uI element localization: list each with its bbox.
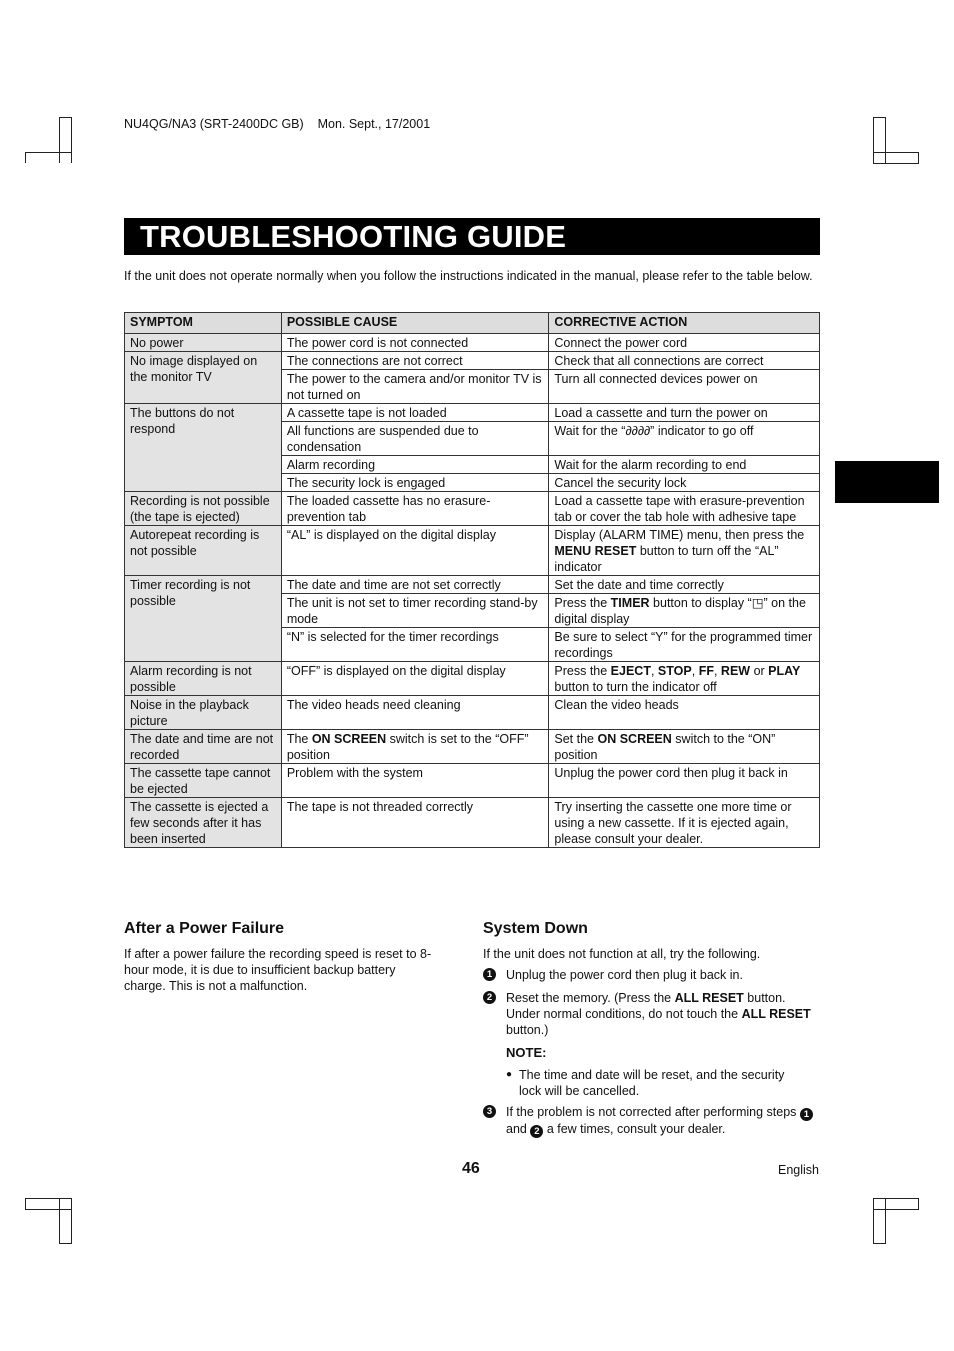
cause-cell: Alarm recording <box>281 456 549 474</box>
cause-cell: All functions are suspended due to condensation <box>281 422 549 456</box>
step-number-3-icon: 3 <box>483 1105 496 1118</box>
action-text: Set the <box>554 732 598 746</box>
cause-cell: Problem with the system <box>281 764 549 798</box>
page-number: 46 <box>462 1160 480 1177</box>
table-row <box>125 526 820 576</box>
symptom-cell: Timer recording is not possible <box>125 576 282 662</box>
note-item <box>506 1067 806 1099</box>
timer-label: TIMER <box>610 596 650 610</box>
section-tab-marker <box>835 461 939 503</box>
action-text: button to turn off the “AL” indicator <box>554 544 779 574</box>
ff-label: FF <box>698 664 714 678</box>
step-3-part: a few times, consult your dealer. <box>543 1122 726 1136</box>
separator: , <box>650 664 658 678</box>
action-cell: Be sure to select “Y” for the programmed timer recordings <box>549 628 820 662</box>
cause-cell: “AL” is displayed on the digital display <box>281 526 549 576</box>
symptom-cell: The buttons do not respond <box>125 404 282 492</box>
step-2-part: button. Under normal conditions, do not touch the <box>506 991 786 1021</box>
power-failure-text: If after a power failure the recording speed is reset to 8-hour mode, it is due to insufficient backup battery charge. This is not a malfunction. <box>124 947 432 993</box>
action-cell: Clean the video heads <box>549 696 820 730</box>
action-cell: Cancel the security lock <box>549 474 820 492</box>
action-text: switch to the “ON” position <box>554 732 776 762</box>
action-text: Display (ALARM TIME) menu, then press the <box>554 528 805 542</box>
cause-text: The <box>286 732 312 746</box>
troubleshooting-table <box>124 312 820 848</box>
symptom-cell: No power <box>125 334 282 352</box>
crop-mark-top-left-vertical <box>59 117 72 163</box>
step-3 <box>483 1104 813 1138</box>
action-cell: Check that all connections are correct <box>549 352 820 370</box>
step-1 <box>483 967 813 983</box>
action-cell: Set the date and time correctly <box>549 576 820 594</box>
header-corrective-action: CORRECTIVE ACTION <box>549 313 820 334</box>
symptom-cell: Recording is not possible (the tape is ejected) <box>125 492 282 526</box>
step-number-1-icon: 1 <box>483 968 496 981</box>
action-cell <box>549 526 820 576</box>
cause-cell: The security lock is engaged <box>281 474 549 492</box>
crop-mark-bottom-left-vertical <box>59 1198 72 1244</box>
symptom-cell: No image displayed on the monitor TV <box>125 352 282 404</box>
action-text: button to turn the indicator off <box>554 680 717 694</box>
action-cell: Load a cassette and turn the power on <box>549 404 820 422</box>
document-code-line: NU4QG/NA3 (SRT-2400DC GB) Mon. Sept., 17/2001 <box>124 117 431 131</box>
eject-label: EJECT <box>610 664 651 678</box>
step-3-part: If the problem is not corrected after performing steps <box>506 1105 800 1119</box>
separator: , <box>713 664 721 678</box>
table-row <box>125 730 820 764</box>
action-cell <box>549 730 820 764</box>
symptom-cell: The cassette is ejected a few seconds after it has been inserted <box>125 798 282 848</box>
crop-mark-bottom-right-vertical <box>873 1198 886 1244</box>
cause-cell: The unit is not set to timer recording stand-by mode <box>281 594 549 628</box>
intro-paragraph: If the unit does not operate normally when you follow the instructions indicated in the manual, please refer to the table below. <box>124 269 813 283</box>
bullet-icon: ● <box>506 1069 513 1080</box>
step-2-text <box>506 990 813 1038</box>
action-text: button to display “◳” on the digital display <box>554 596 806 626</box>
header-possible-cause: POSSIBLE CAUSE <box>281 313 549 334</box>
action-cell: Connect the power cord <box>549 334 820 352</box>
language-label: English <box>778 1163 819 1177</box>
crop-mark-top-right-vertical <box>873 117 886 163</box>
separator: , <box>691 664 699 678</box>
action-cell: Wait for the “∂∂∂∂” indicator to go off <box>549 422 820 456</box>
symptom-cell: Alarm recording is not possible <box>125 662 282 696</box>
symptom-cell: Autorepeat recording is not possible <box>125 526 282 576</box>
step-number-2-icon: 2 <box>483 991 496 1004</box>
action-cell: Unplug the power cord then plug it back in <box>549 764 820 798</box>
table-row <box>125 404 820 422</box>
play-label: PLAY <box>768 664 801 678</box>
step-1-text: Unplug the power cord then plug it back in. <box>506 968 743 982</box>
rew-label: REW <box>720 664 751 678</box>
cause-text: switch is set to the “OFF” position <box>286 732 529 762</box>
table-row <box>125 696 820 730</box>
action-text: Press the <box>554 664 611 678</box>
cause-cell: The video heads need cleaning <box>281 696 549 730</box>
cause-cell: The date and time are not set correctly <box>281 576 549 594</box>
step-2 <box>483 990 813 1038</box>
separator: or <box>750 664 769 678</box>
table-row <box>125 764 820 798</box>
table-header-row <box>125 313 820 334</box>
action-cell: Turn all connected devices power on <box>549 370 820 404</box>
power-failure-heading: After a Power Failure <box>124 920 285 937</box>
action-cell <box>549 662 820 696</box>
action-cell: Try inserting the cassette one more time or using a new cassette. If it is ejected again, please consult your dealer. <box>549 798 820 848</box>
system-down-intro: If the unit does not function at all, try the following. <box>483 947 761 961</box>
step-number-2-icon: 2 <box>530 1125 543 1138</box>
step-number-1-icon: 1 <box>800 1108 813 1121</box>
step-3-part: and <box>506 1122 531 1136</box>
header-symptom: SYMPTOM <box>125 313 282 334</box>
symptom-cell: Noise in the playback picture <box>125 696 282 730</box>
action-cell <box>549 594 820 628</box>
cause-cell: The loaded cassette has no erasure-prevention tab <box>281 492 549 526</box>
cause-cell: A cassette tape is not loaded <box>281 404 549 422</box>
table-row <box>125 576 820 594</box>
step-2-part: Reset the memory. (Press the <box>506 991 675 1005</box>
symptom-cell: The cassette tape cannot be ejected <box>125 764 282 798</box>
note-label: NOTE: <box>506 1045 547 1060</box>
on-screen-label: ON SCREEN <box>311 732 387 746</box>
table-row <box>125 334 820 352</box>
cause-cell: “OFF” is displayed on the digital display <box>281 662 549 696</box>
table-row <box>125 798 820 848</box>
action-cell: Wait for the alarm recording to end <box>549 456 820 474</box>
cause-cell: The power cord is not connected <box>281 334 549 352</box>
menu-reset-label: MENU RESET <box>554 544 637 558</box>
action-text: Press the <box>554 596 611 610</box>
page-title: TROUBLESHOOTING GUIDE <box>124 218 820 255</box>
action-cell: Load a cassette tape with erasure-prevention tab or cover the tab hole with adhesive tape <box>549 492 820 526</box>
cause-cell: The tape is not threaded correctly <box>281 798 549 848</box>
on-screen-label: ON SCREEN <box>597 732 672 746</box>
cause-cell: “N” is selected for the timer recordings <box>281 628 549 662</box>
symptom-cell: The date and time are not recorded <box>125 730 282 764</box>
stop-label: STOP <box>657 664 692 678</box>
table-row <box>125 352 820 370</box>
cause-cell: The power to the camera and/or monitor TV is not turned on <box>281 370 549 404</box>
system-down-heading: System Down <box>483 920 588 937</box>
all-reset-label: ALL RESET <box>674 991 744 1005</box>
step-2-part: button.) <box>506 1023 549 1037</box>
cause-cell: The connections are not correct <box>281 352 549 370</box>
cause-cell <box>281 730 549 764</box>
note-text: The time and date will be reset, and the security lock will be cancelled. <box>519 1068 785 1098</box>
table-row <box>125 492 820 526</box>
all-reset-label: ALL RESET <box>741 1007 811 1021</box>
step-3-text <box>506 1104 813 1138</box>
table-row <box>125 662 820 696</box>
